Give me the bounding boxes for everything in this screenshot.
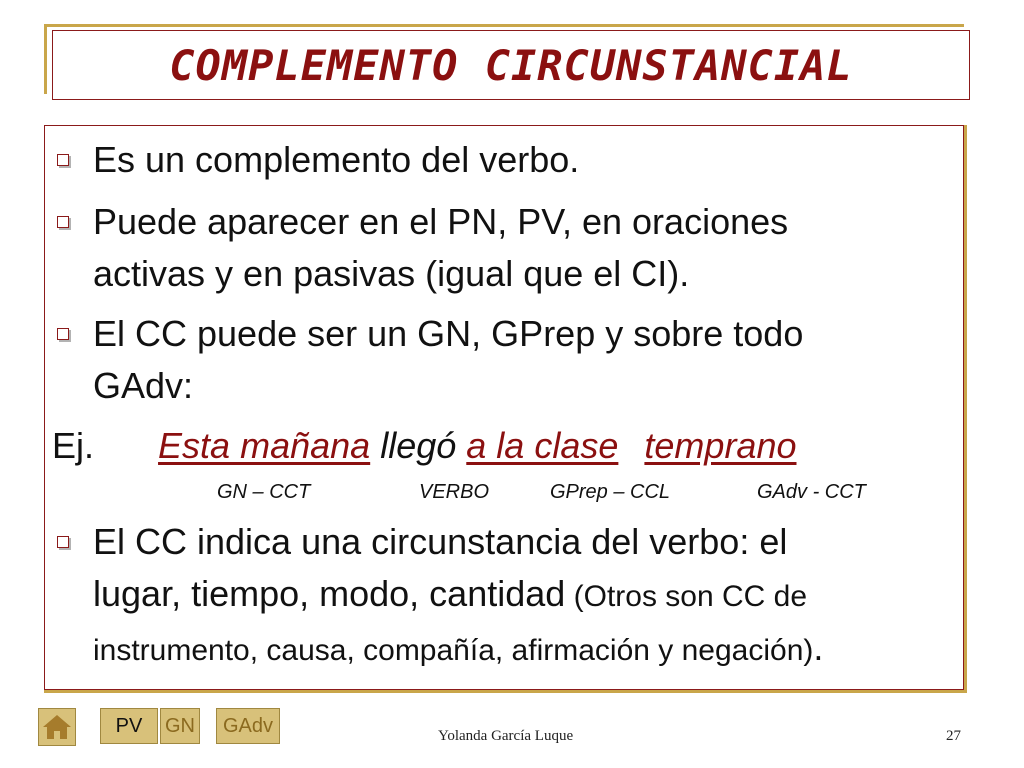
bullet-text: Es un complemento del verbo.: [93, 139, 580, 180]
bullet-icon: [57, 536, 69, 548]
slide-title: COMPLEMENTO CIRCUNSTANCIAL: [169, 40, 853, 90]
example-phrase-adv: temprano: [644, 425, 797, 466]
title-box: [52, 30, 970, 100]
example-prefix: Ej.: [52, 425, 95, 466]
frame-line: [964, 125, 967, 693]
bullet-text: El CC puede ser un GN, GPrep y sobre todo: [93, 313, 804, 354]
frame-line: [44, 24, 964, 27]
bullet-text: [93, 624, 823, 675]
example-label: GPrep – CCL: [550, 481, 671, 503]
page-number: 27: [946, 728, 961, 744]
author: Yolanda García Luque: [438, 728, 574, 744]
bullet-text-small: instrumento, causa, compañía, afirmación y negación): [93, 634, 814, 667]
bullet-text: El CC indica una circunstancia del verbo: el: [93, 521, 788, 562]
nav-label: PV: [115, 714, 143, 737]
bullet-icon: [57, 216, 69, 228]
example-phrase-ccl: a la clase: [466, 425, 619, 466]
frame-line: [44, 24, 47, 94]
nav-label: GAdv: [222, 714, 274, 737]
bullet-text: [93, 570, 807, 621]
example-label: GN – CCT: [217, 481, 311, 503]
nav-label: GN: [165, 714, 195, 737]
home-icon[interactable]: [38, 708, 76, 746]
bullet-text-small: (Otros son CC de: [565, 580, 808, 613]
nav-button-gadv[interactable]: [216, 708, 280, 744]
bullet-text: Puede aparecer en el PN, PV, en oraciones: [93, 201, 789, 242]
nav-button-gn[interactable]: [160, 708, 200, 744]
bullet-icon: [57, 328, 69, 340]
example-line: [52, 422, 797, 470]
example-label: VERBO: [419, 481, 490, 503]
bullet-text: GAdv:: [93, 365, 194, 406]
example-label: GAdv - CCT: [757, 481, 866, 503]
bullet-text: activas y en pasivas (igual que el CI).: [93, 253, 690, 294]
content-box: [44, 125, 964, 690]
bullet-text-main: lugar, tiempo, modo, cantidad: [93, 573, 566, 614]
bullet-text-end: .: [813, 627, 824, 668]
example-phrase-cct: Esta mañana: [158, 425, 371, 466]
nav-button-pv[interactable]: [100, 708, 158, 744]
frame-line: [44, 690, 964, 693]
bullet-icon: [57, 154, 69, 166]
example-verb: llegó: [380, 425, 457, 466]
